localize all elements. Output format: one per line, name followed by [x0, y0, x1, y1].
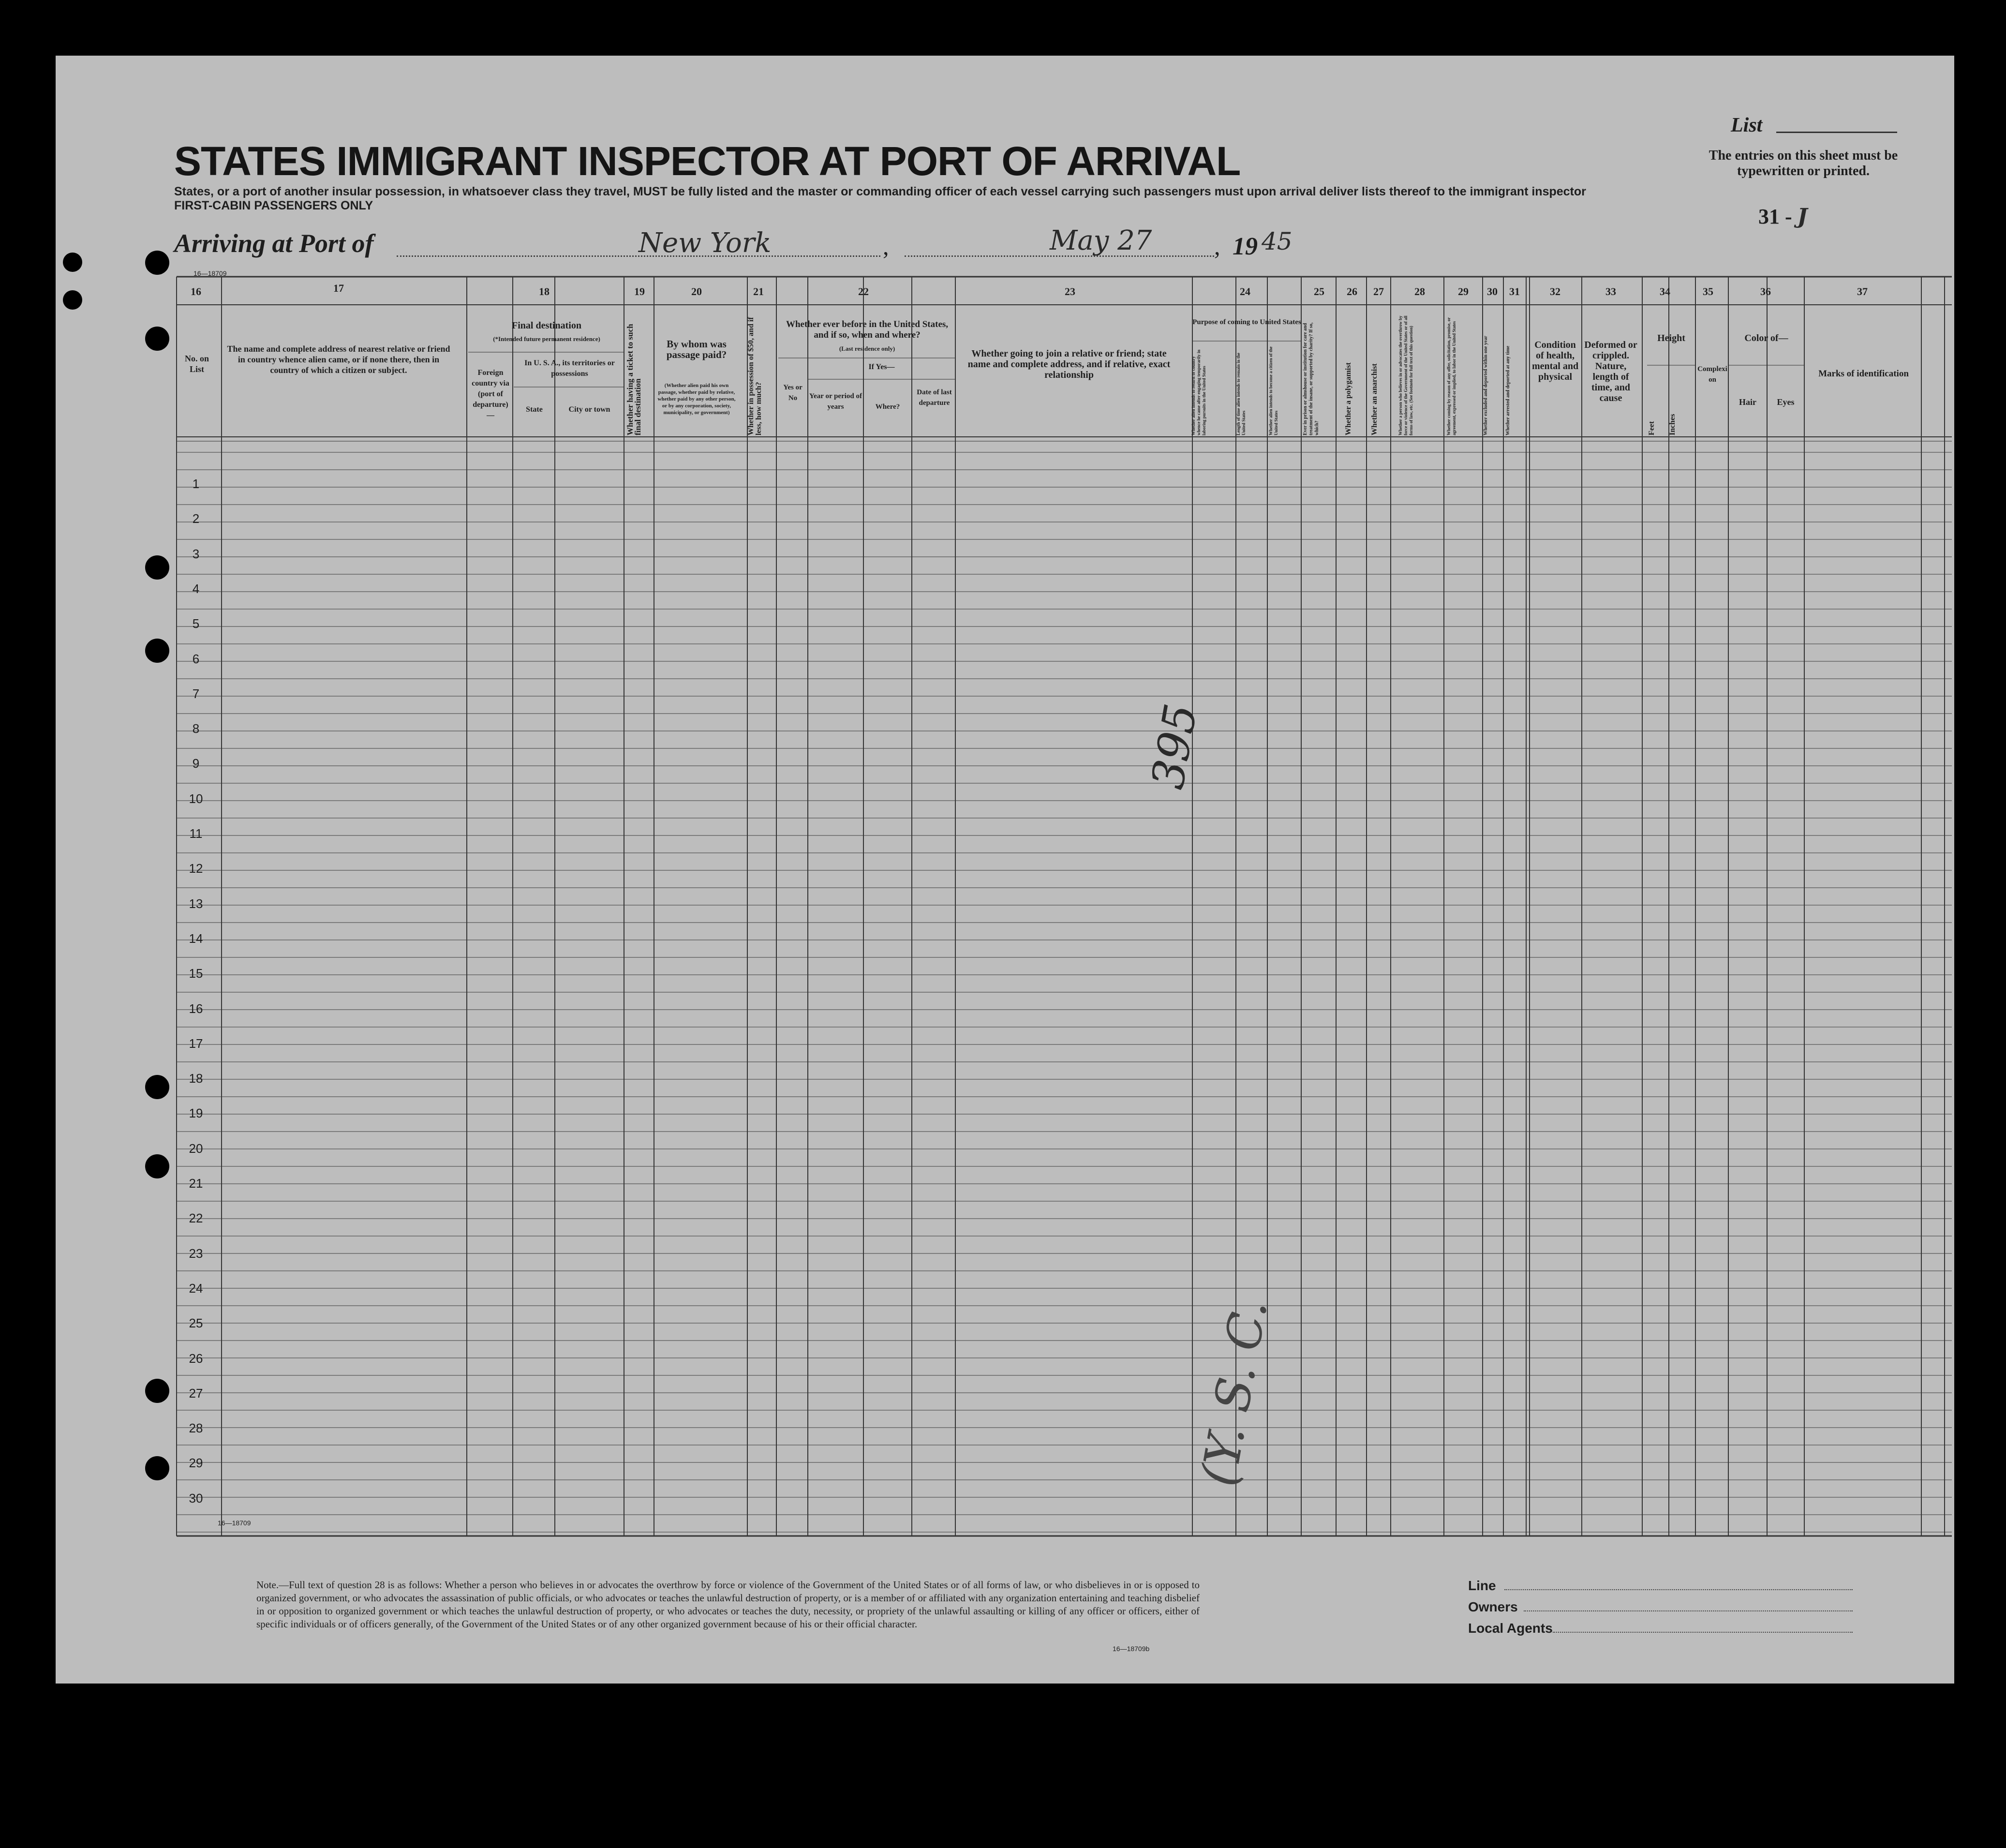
col-18-city: City or town [568, 405, 610, 414]
col-27-header: Whether an anarchist [1370, 363, 1379, 435]
row-number: 29 [189, 1456, 203, 1471]
col-24-b-header: Length of time alien intends to remain in the United States [1236, 353, 1246, 435]
row-number: 1 [192, 477, 200, 491]
col-34-inches: Inches [1668, 414, 1677, 435]
date-handwritten: May 27 [1050, 225, 1152, 256]
col-23-number: 23 [1065, 285, 1075, 298]
col-33-header: Deformed or crippled. Nature, length of time, and cause [1584, 340, 1637, 403]
row-number: 17 [189, 1036, 203, 1051]
row-number: 24 [189, 1281, 203, 1296]
col-18-subheader: (*Intended future permanent residence) [493, 335, 600, 343]
owners-field [1524, 1610, 1853, 1611]
row-number: 6 [192, 651, 200, 666]
row-number: 14 [189, 931, 203, 946]
form-number-top: 16—18709 [193, 269, 227, 277]
handwritten-count: 395 [1142, 700, 1207, 793]
typewritten-note: The entries on this sheet must be typewritten or printed. [1709, 148, 1898, 179]
row-number: 2 [192, 511, 200, 526]
year-prefix: 19 [1233, 233, 1258, 260]
col-22-header: Whether ever before in the United States, and if so, when and where? [786, 319, 949, 340]
col-26-number: 26 [1347, 285, 1357, 298]
col-29-header: Whether coming by reason of any offer, solicitation, promise, or agreement, expressed or implied, to labor in the United States [1446, 317, 1456, 435]
row-number: 27 [189, 1386, 203, 1401]
col-35-header: Complexion [1697, 365, 1727, 384]
agents-field [1553, 1632, 1853, 1633]
col-22-where: Where? [875, 403, 900, 411]
row-number: 16 [189, 1001, 203, 1016]
row-number: 12 [189, 861, 203, 876]
col-36-hair: Hair [1739, 397, 1756, 407]
col-31-number: 31 [1509, 285, 1520, 298]
owners-label: Owners [1468, 1599, 1518, 1614]
col-36-number: 36 [1760, 285, 1771, 298]
form-number-note: 16—18709b [1113, 1645, 1150, 1653]
row-number: 23 [189, 1246, 203, 1261]
col-29-number: 29 [1458, 285, 1469, 298]
form-instructions: States, or a port of another insular possession, in whatsoever class they travel, MUST be fully listed and the master or commanding officer of each vessel carrying such passengers must upon arrival deliver lists thereof to the immigrant inspector [174, 185, 1586, 198]
col-32-header: Condition of health, mental and physical [1531, 340, 1579, 382]
col-25-number: 25 [1314, 285, 1324, 298]
col-26-header: Whether a polygamist [1344, 362, 1352, 435]
col-19-number: 19 [634, 285, 645, 298]
col-36-header: Color of— [1744, 333, 1788, 343]
passenger-class: FIRST-CABIN PASSENGERS ONLY [174, 199, 373, 212]
col-33-number: 33 [1605, 285, 1616, 298]
col-20-subheader: (Whether alien paid his own passage, whether paid by relative, whether paid by any other person, or by any corporation, society, municipality, or government) [657, 383, 736, 416]
page-title: STATES IMMIGRANT INSPECTOR AT PORT OF ARRIVAL [174, 138, 1241, 184]
col-23-header: Whether going to join a relative or friend; state name and complete address, and if relative, exact relationship [967, 348, 1171, 380]
col-18-usa: In U. S. A., its territories or possessions [524, 359, 615, 378]
row-number: 8 [192, 721, 200, 736]
row-number: 21 [189, 1176, 203, 1191]
row-number: 19 [189, 1106, 203, 1121]
agents-label: Local Agents [1468, 1621, 1553, 1636]
col-35-number: 35 [1703, 285, 1713, 298]
col-18-state: State [526, 405, 543, 414]
col-30-header: Whether excluded and deported within one year [1483, 336, 1488, 435]
col-37-number: 37 [1857, 285, 1868, 298]
footnote: Note.—Full text of question 28 is as follows: Whether a person who believes in or advocates the overthrow by force or violence of the Government of the United States or of all forms of law, or who disbelieves in or is opposed to organized government, or who advocates the assassination of public officials, or who advocates or teaches the unlawful destruction of property, or is a member of or affiliated with any organization entertaining and teaching disbelief in or opposition to organized government or which teaches the unlawful destruction of property, or who advocates or teaches the duty, necessity, or propriety of the unlawful assaulting or killing of any officer or officers, either of specific individuals or of officers generally, of the Government of the United States or of any other organized government because of his or their official character. [256, 1579, 1200, 1630]
row-number: 9 [192, 756, 200, 771]
col-22-ifyes: If Yes— [868, 363, 895, 371]
row-number: 30 [189, 1490, 203, 1505]
col-24-header: Purpose of coming to United States [1192, 318, 1301, 326]
comma: , [883, 233, 889, 260]
col-18-header: Final destination [512, 320, 581, 331]
col-17-number: 17 [333, 282, 344, 294]
row-number: 28 [189, 1421, 203, 1436]
row-number: 10 [189, 791, 203, 806]
col-16-header: No. on List [184, 354, 209, 374]
col-22-yesno: Yes or No [783, 384, 802, 402]
row-number: 13 [189, 896, 203, 911]
col-28-number: 28 [1414, 285, 1425, 298]
col-25-header: Ever in prison or almshouse or institution for care and treatment of the insane, or supported by charity? If so, which? [1303, 322, 1320, 435]
col-17-header: The name and complete address of nearest relative or friend in country whence alien came, or if none there, then in country of which a citizen or subject. [227, 344, 450, 375]
col-24-c-header: Whether alien intends to become a citizen of the United States [1268, 346, 1278, 435]
col-24-number: 24 [1240, 285, 1250, 298]
col-36-eyes: Eyes [1777, 397, 1795, 407]
comma: , [1214, 233, 1220, 260]
form-number-bottom: 16—18709 [218, 1519, 251, 1527]
row-number: 11 [189, 826, 203, 841]
row-number: 22 [189, 1211, 203, 1226]
year-handwritten: 45 [1262, 227, 1293, 255]
col-34-feet: Feet [1648, 421, 1656, 435]
col-16-number: 16 [191, 285, 201, 298]
col-18-number: 18 [539, 285, 550, 298]
col-31-header: Whether arrested and deported at any time [1505, 345, 1511, 435]
col-34-number: 34 [1660, 285, 1670, 298]
col-27-number: 27 [1373, 285, 1384, 298]
row-number: 26 [189, 1351, 203, 1366]
row-number: 7 [192, 686, 200, 701]
col-22-year: Year or period of years [809, 392, 862, 411]
col-20-header: By whom was passage paid? [666, 338, 727, 360]
row-number: 3 [192, 546, 200, 561]
port-handwritten: New York [639, 227, 772, 259]
row-number: 25 [189, 1316, 203, 1331]
col-22-subheader: (Last residence only) [839, 345, 895, 352]
col-34-header: Height [1657, 333, 1685, 343]
col-20-number: 20 [691, 285, 702, 298]
arriving-label: Arriving at Port of [174, 229, 374, 258]
col-22-number: 22 [858, 285, 869, 298]
line-label: Line [1468, 1578, 1496, 1593]
row-number: 4 [192, 581, 200, 596]
line-field [1504, 1589, 1853, 1590]
col-37-header: Marks of identification [1818, 369, 1909, 379]
col-21-number: 21 [753, 285, 764, 298]
col-28-header: Whether a person who believes in or advocates the overthrow by force or violence of the Government of the United States or of all forms of law, etc. (See footnote for full text of this question) [1398, 315, 1413, 435]
row-number: 18 [189, 1071, 203, 1086]
row-number: 15 [189, 966, 203, 981]
row-number: 20 [189, 1141, 203, 1156]
col-19-header: Whether having a ticket to such final destination [625, 324, 642, 435]
col-24-a-header: Whether alien intends to return to country whence he came after engaging temporarily in laboring pursuits in the United States [1191, 349, 1206, 435]
col-22-date: Date of last departure [917, 388, 952, 407]
col-18-foreign: Foreign country via (port of departure)— [472, 369, 509, 419]
col-21-header: Whether in possession of $50, and if less, how much? [747, 317, 763, 435]
col-32-number: 32 [1550, 285, 1560, 298]
row-number: 5 [192, 616, 200, 631]
handwritten-initials: (Y. S. C. [1190, 1295, 1278, 1490]
list-label: List [1731, 114, 1763, 136]
sheet-number: 31 - J [1758, 204, 1808, 229]
col-30-number: 30 [1487, 285, 1498, 298]
